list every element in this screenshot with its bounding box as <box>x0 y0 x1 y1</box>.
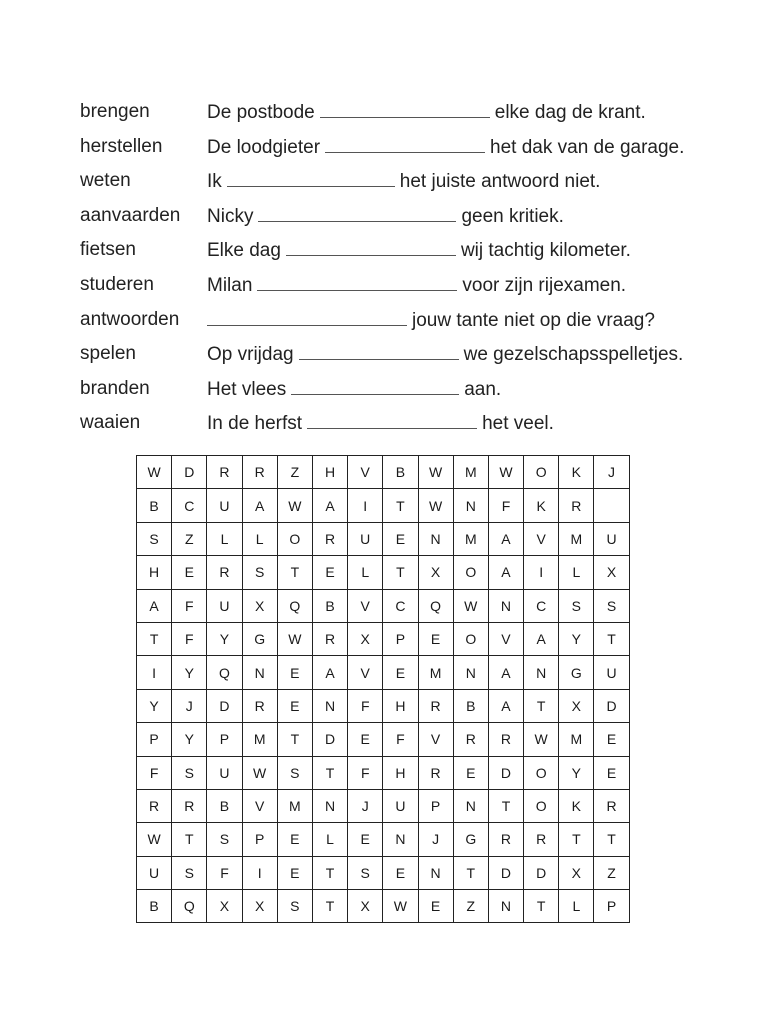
grid-cell[interactable]: D <box>594 689 629 722</box>
grid-cell[interactable]: R <box>312 622 347 655</box>
verb-label: aanvaarden <box>80 204 181 226</box>
answer-blank[interactable] <box>291 374 459 395</box>
grid-cell[interactable]: M <box>453 522 488 555</box>
grid-cell[interactable]: Y <box>559 622 594 655</box>
grid-cell[interactable]: Q <box>207 656 242 689</box>
grid-cell[interactable]: Y <box>559 756 594 789</box>
grid-cell[interactable]: S <box>594 589 629 622</box>
exercise-row <box>80 408 750 443</box>
grid-cell[interactable]: P <box>594 890 629 923</box>
sentence-start: De loodgieter <box>207 136 321 158</box>
grid-cell[interactable]: E <box>383 656 418 689</box>
grid-cell[interactable]: E <box>348 823 383 856</box>
grid-cell[interactable]: H <box>383 689 418 722</box>
grid-cell[interactable]: T <box>172 823 207 856</box>
grid-cell[interactable]: I <box>242 856 277 889</box>
grid-cell[interactable]: B <box>137 890 172 923</box>
grid-cell[interactable]: W <box>277 622 312 655</box>
grid-row <box>137 856 630 889</box>
grid-cell[interactable]: T <box>312 856 347 889</box>
grid-cell[interactable]: K <box>559 789 594 822</box>
exercise-row <box>80 374 750 409</box>
grid-cell[interactable]: R <box>242 456 277 489</box>
sentence <box>207 97 646 128</box>
grid-cell[interactable]: G <box>559 656 594 689</box>
grid-cell[interactable]: P <box>383 622 418 655</box>
sentence <box>207 132 684 163</box>
exercise-row <box>80 305 750 340</box>
grid-cell[interactable]: L <box>559 890 594 923</box>
sentence-end: het juiste antwoord niet. <box>399 171 601 193</box>
grid-cell[interactable]: T <box>559 823 594 856</box>
grid-cell[interactable]: R <box>453 723 488 756</box>
grid-cell[interactable]: E <box>594 723 629 756</box>
grid-cell[interactable]: R <box>594 789 629 822</box>
grid-cell[interactable]: N <box>312 689 347 722</box>
sentence-end: elke dag de krant. <box>494 102 646 123</box>
grid-cell[interactable]: Y <box>172 723 207 756</box>
grid-row <box>137 556 630 589</box>
sentence <box>207 408 554 439</box>
grid-cell[interactable]: U <box>207 756 242 789</box>
verb-label: brengen <box>80 101 150 122</box>
grid-cell[interactable]: H <box>137 556 172 589</box>
grid-row <box>137 789 630 822</box>
grid-cell[interactable]: I <box>524 556 559 589</box>
grid-cell[interactable]: H <box>383 756 418 789</box>
grid-cell[interactable]: K <box>559 456 594 489</box>
grid-cell[interactable]: R <box>524 823 559 856</box>
answer-blank[interactable] <box>257 270 457 291</box>
grid-cell[interactable]: A <box>137 589 172 622</box>
grid-cell[interactable]: W <box>524 723 559 756</box>
grid-cell[interactable]: S <box>277 890 312 923</box>
grid-cell[interactable]: S <box>242 556 277 589</box>
answer-blank[interactable] <box>320 97 490 118</box>
grid-cell[interactable]: E <box>277 656 312 689</box>
grid-cell[interactable]: B <box>207 789 242 822</box>
grid-row <box>137 456 630 489</box>
grid-cell[interactable]: X <box>594 556 629 589</box>
grid-cell[interactable]: P <box>242 823 277 856</box>
grid-cell[interactable]: F <box>348 756 383 789</box>
grid-cell[interactable]: T <box>453 856 488 889</box>
grid-cell[interactable]: S <box>277 756 312 789</box>
grid-cell[interactable]: E <box>277 689 312 722</box>
grid-cell[interactable]: T <box>594 622 629 655</box>
grid-cell[interactable]: B <box>383 456 418 489</box>
exercise-row <box>80 235 750 270</box>
sentence-start: Ik <box>207 171 222 193</box>
grid-cell[interactable]: T <box>277 723 312 756</box>
sentence <box>207 305 655 336</box>
grid-cell[interactable]: N <box>524 656 559 689</box>
verb-label: spelen <box>80 343 136 365</box>
verb-label: studeren <box>80 273 154 295</box>
grid-cell[interactable]: S <box>348 856 383 889</box>
grid-row <box>137 723 630 756</box>
grid-cell[interactable]: W <box>383 890 418 923</box>
grid-cell[interactable]: D <box>312 723 347 756</box>
answer-blank[interactable] <box>258 201 456 222</box>
grid-cell[interactable]: V <box>348 589 383 622</box>
exercise-row <box>80 166 750 201</box>
grid-cell[interactable]: U <box>594 656 629 689</box>
grid-cell[interactable]: F <box>488 489 523 522</box>
sentence-end: geen kritiek. <box>461 205 564 227</box>
grid-cell[interactable]: N <box>383 823 418 856</box>
grid-cell[interactable]: B <box>312 589 347 622</box>
grid-cell[interactable]: L <box>242 522 277 555</box>
grid-cell[interactable]: Q <box>172 890 207 923</box>
grid-cell[interactable]: N <box>312 789 347 822</box>
grid-cell[interactable]: D <box>207 689 242 722</box>
sentence-start: Op vrijdag <box>207 344 294 366</box>
grid-cell[interactable]: R <box>137 789 172 822</box>
grid-cell[interactable]: C <box>524 589 559 622</box>
sentence-end: het veel. <box>482 413 554 435</box>
grid-cell[interactable]: T <box>137 622 172 655</box>
grid-cell[interactable]: T <box>524 890 559 923</box>
grid-cell[interactable]: A <box>524 622 559 655</box>
sentence <box>207 166 600 197</box>
sentence <box>207 339 683 370</box>
grid-cell[interactable]: N <box>453 789 488 822</box>
grid-cell[interactable]: A <box>488 556 523 589</box>
grid-cell[interactable]: J <box>172 689 207 722</box>
grid-cell[interactable]: W <box>137 456 172 489</box>
grid-cell[interactable]: X <box>242 890 277 923</box>
grid-cell[interactable]: A <box>242 489 277 522</box>
grid-cell[interactable]: Z <box>172 522 207 555</box>
grid-cell[interactable]: W <box>418 489 453 522</box>
grid-cell[interactable]: R <box>242 689 277 722</box>
sentence-start: Milan <box>207 274 253 296</box>
grid-cell[interactable]: P <box>207 723 242 756</box>
answer-blank[interactable] <box>299 339 459 360</box>
grid-cell[interactable]: E <box>418 622 453 655</box>
grid-cell[interactable]: U <box>594 522 629 555</box>
grid-cell[interactable]: M <box>277 789 312 822</box>
grid-cell[interactable]: V <box>242 789 277 822</box>
grid-cell[interactable]: D <box>524 856 559 889</box>
grid-row <box>137 656 630 689</box>
grid-cell[interactable]: W <box>137 823 172 856</box>
grid-cell[interactable]: C <box>172 489 207 522</box>
sentence-end: jouw tante niet op die vraag? <box>412 309 655 331</box>
grid-cell[interactable]: P <box>137 723 172 756</box>
verb-label: fietsen <box>80 239 136 261</box>
grid-cell[interactable]: W <box>453 589 488 622</box>
grid-cell[interactable]: Y <box>207 622 242 655</box>
grid-cell[interactable]: M <box>242 723 277 756</box>
grid-cell[interactable]: Z <box>594 856 629 889</box>
grid-row <box>137 890 630 923</box>
grid-cell[interactable]: X <box>207 890 242 923</box>
sentence-end: aan. <box>464 378 502 400</box>
sentence-end: het dak van de garage. <box>490 136 685 158</box>
grid-row <box>137 589 630 622</box>
sentence-start: In de herfst <box>207 413 303 435</box>
word-search-grid <box>136 455 630 923</box>
grid-cell[interactable]: R <box>418 689 453 722</box>
grid-cell[interactable]: J <box>594 456 629 489</box>
grid-cell[interactable]: Y <box>137 689 172 722</box>
grid-cell[interactable]: X <box>348 622 383 655</box>
grid-cell[interactable]: E <box>383 856 418 889</box>
sentence <box>207 374 501 405</box>
grid-cell[interactable]: M <box>453 456 488 489</box>
grid-cell[interactable]: E <box>383 522 418 555</box>
grid-cell[interactable]: A <box>488 656 523 689</box>
grid-cell[interactable]: E <box>594 756 629 789</box>
grid-cell[interactable]: S <box>207 823 242 856</box>
grid-cell[interactable]: X <box>348 890 383 923</box>
grid-cell[interactable]: Q <box>277 589 312 622</box>
grid-cell[interactable]: T <box>277 556 312 589</box>
sentence-end: wij tachtig kilometer. <box>460 240 631 262</box>
verb-label: weten <box>80 170 131 192</box>
grid-cell[interactable]: A <box>312 656 347 689</box>
grid-cell[interactable]: E <box>277 856 312 889</box>
grid-cell[interactable]: R <box>172 789 207 822</box>
sentence <box>207 201 564 232</box>
grid-cell[interactable]: E <box>172 556 207 589</box>
grid-cell[interactable]: Z <box>453 890 488 923</box>
sentence-start: De postbode <box>207 102 315 123</box>
grid-cell[interactable]: T <box>383 556 418 589</box>
grid-cell[interactable]: W <box>277 489 312 522</box>
grid-row <box>137 622 630 655</box>
sentence-end: we gezelschapsspelletjes. <box>463 344 684 366</box>
grid-cell[interactable]: G <box>242 622 277 655</box>
exercise-row <box>80 97 750 132</box>
exercise-row <box>80 201 750 236</box>
grid-cell[interactable]: V <box>488 622 523 655</box>
grid-cell[interactable]: O <box>524 456 559 489</box>
grid-cell[interactable]: L <box>348 556 383 589</box>
verb-label: waaien <box>80 412 141 434</box>
grid-cell[interactable]: R <box>488 723 523 756</box>
grid-cell[interactable]: V <box>524 522 559 555</box>
grid-cell[interactable]: O <box>453 556 488 589</box>
grid-cell[interactable]: G <box>453 823 488 856</box>
grid-cell[interactable]: J <box>348 789 383 822</box>
grid-row <box>137 522 630 555</box>
grid-cell[interactable] <box>594 489 629 522</box>
grid-row <box>137 823 630 856</box>
answer-blank[interactable] <box>227 166 395 187</box>
sentence-end: voor zijn rijexamen. <box>462 274 627 296</box>
grid-cell[interactable]: S <box>137 522 172 555</box>
grid-cell[interactable]: M <box>559 723 594 756</box>
verb-label: antwoorden <box>80 308 180 330</box>
grid-cell[interactable]: L <box>207 522 242 555</box>
grid-cell[interactable]: R <box>488 823 523 856</box>
grid-cell[interactable]: K <box>524 489 559 522</box>
grid-cell[interactable]: V <box>418 723 453 756</box>
grid-row <box>137 756 630 789</box>
grid-cell[interactable]: A <box>488 522 523 555</box>
grid-cell[interactable]: R <box>559 489 594 522</box>
grid-cell[interactable]: O <box>453 622 488 655</box>
grid-cell[interactable]: U <box>207 589 242 622</box>
grid-cell[interactable]: F <box>207 856 242 889</box>
grid-cell[interactable]: T <box>312 756 347 789</box>
grid-cell[interactable]: E <box>312 556 347 589</box>
grid-cell[interactable]: T <box>312 890 347 923</box>
grid-cell[interactable]: D <box>488 756 523 789</box>
sentence-start: Nicky <box>207 205 254 227</box>
exercise-row <box>80 132 750 167</box>
sentence <box>207 270 626 301</box>
verb-label: herstellen <box>80 135 163 157</box>
grid-cell[interactable]: E <box>348 723 383 756</box>
grid-cell[interactable]: I <box>137 656 172 689</box>
grid-cell[interactable]: S <box>172 756 207 789</box>
grid-cell[interactable]: F <box>172 622 207 655</box>
sentence-start: Elke dag <box>207 240 281 262</box>
grid-cell[interactable]: D <box>488 856 523 889</box>
grid-cell[interactable]: U <box>137 856 172 889</box>
grid-cell[interactable]: C <box>383 589 418 622</box>
grid-cell[interactable]: E <box>418 890 453 923</box>
grid-cell[interactable]: U <box>207 489 242 522</box>
grid-cell[interactable]: B <box>137 489 172 522</box>
grid-cell[interactable]: R <box>418 756 453 789</box>
grid-cell[interactable]: L <box>559 556 594 589</box>
answer-blank[interactable] <box>307 408 477 429</box>
answer-blank[interactable] <box>286 235 456 256</box>
grid-cell[interactable]: N <box>418 522 453 555</box>
grid-cell[interactable]: L <box>312 823 347 856</box>
grid-cell[interactable]: W <box>488 456 523 489</box>
grid-cell[interactable]: N <box>242 656 277 689</box>
grid-cell[interactable]: M <box>559 522 594 555</box>
grid-cell[interactable]: X <box>559 689 594 722</box>
exercise-row <box>80 339 750 374</box>
grid-cell[interactable]: E <box>453 756 488 789</box>
grid-cell[interactable]: X <box>242 589 277 622</box>
answer-blank[interactable] <box>207 305 407 326</box>
exercise-row <box>80 270 750 305</box>
grid-cell[interactable]: D <box>172 456 207 489</box>
grid-cell[interactable]: O <box>524 789 559 822</box>
grid-cell[interactable]: N <box>488 890 523 923</box>
grid-cell[interactable]: U <box>383 789 418 822</box>
grid-cell[interactable]: T <box>594 823 629 856</box>
grid-cell[interactable]: N <box>488 589 523 622</box>
sentence-start: Het vlees <box>207 378 287 400</box>
grid-cell[interactable]: A <box>488 689 523 722</box>
grid-cell[interactable]: F <box>172 589 207 622</box>
grid-cell[interactable]: B <box>453 689 488 722</box>
grid-cell[interactable]: Z <box>277 456 312 489</box>
grid-cell[interactable]: E <box>277 823 312 856</box>
grid-row <box>137 689 630 722</box>
grid-cell[interactable]: U <box>348 522 383 555</box>
grid-cell[interactable]: W <box>242 756 277 789</box>
answer-blank[interactable] <box>325 132 485 153</box>
grid-cell[interactable]: O <box>524 756 559 789</box>
grid-cell[interactable]: S <box>559 589 594 622</box>
grid-cell[interactable]: T <box>524 689 559 722</box>
grid-cell[interactable]: R <box>207 456 242 489</box>
grid-cell[interactable]: N <box>453 656 488 689</box>
grid-cell[interactable]: N <box>418 856 453 889</box>
grid-cell[interactable]: J <box>418 823 453 856</box>
grid-cell[interactable]: Q <box>418 589 453 622</box>
grid-cell[interactable]: F <box>348 689 383 722</box>
grid-cell[interactable]: X <box>559 856 594 889</box>
grid-cell[interactable]: M <box>418 656 453 689</box>
grid-cell[interactable]: A <box>312 489 347 522</box>
grid-cell[interactable]: F <box>383 723 418 756</box>
grid-cell[interactable]: W <box>418 456 453 489</box>
sentence <box>207 235 631 266</box>
grid-cell[interactable]: F <box>137 756 172 789</box>
exercise-list <box>80 97 750 443</box>
grid-cell[interactable]: V <box>348 656 383 689</box>
grid-cell[interactable]: T <box>383 489 418 522</box>
verb-label: branden <box>80 377 150 399</box>
grid-row <box>137 489 630 522</box>
grid-cell[interactable]: X <box>418 556 453 589</box>
grid-cell[interactable]: Y <box>172 656 207 689</box>
grid-cell[interactable]: H <box>312 456 347 489</box>
grid-cell[interactable]: R <box>207 556 242 589</box>
grid-cell[interactable]: N <box>453 489 488 522</box>
grid-cell[interactable]: O <box>277 522 312 555</box>
grid-cell[interactable]: S <box>172 856 207 889</box>
grid-cell[interactable]: I <box>348 489 383 522</box>
grid-cell[interactable]: R <box>312 522 347 555</box>
grid-cell[interactable]: P <box>418 789 453 822</box>
grid-cell[interactable]: V <box>348 456 383 489</box>
grid-cell[interactable]: T <box>488 789 523 822</box>
